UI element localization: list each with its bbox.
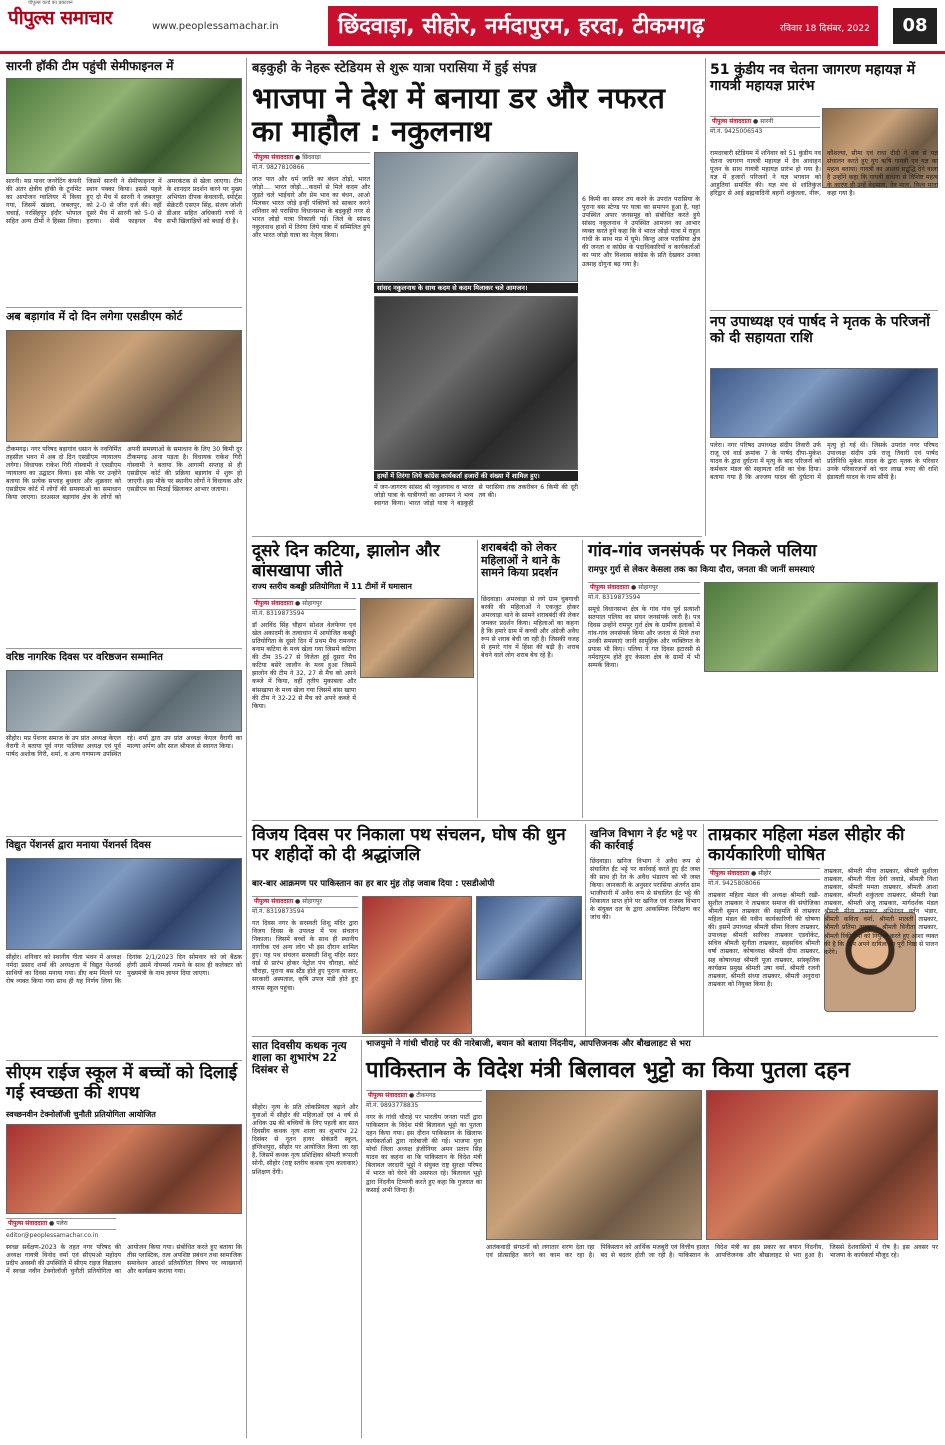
kabaddi-mobile: मो.नं. 8319873594 [252, 610, 305, 617]
senior-citizen-photo [6, 670, 242, 732]
bhutto-article-text-2: आतंकवादी संगठनों को लगातार शरण देता रहा एवं प्रोत्साहित करने का काम कर रहा है। पिकिस्तान को आर्थिक मजबूरी एवं वित्तीय हालत बद से बदतर होती जा रही है। पाकिस्तान के विदेश मंत्री का इस प्रकार का बयान निंदनीय, आपत्तिजनक और बौखलाहट से भरा हुआ है। जिससे देशवासियों में रोष है। इस अवसर पर भाजपा के कार्यकर्ता मौजूद रहे। [486, 1244, 938, 1260]
divider [252, 536, 702, 537]
kabaddi-match-photo [360, 598, 474, 678]
vijay-diwas-photo-2 [476, 896, 582, 980]
bhutto-kicker: भाजयुमो ने गांधी चौराहे पर की नारेबाजी, बयान को बताया निंदनीय, आपत्तिजनक और बौखलाहट से भरा [366, 1039, 691, 1049]
byline-place: सीहोर [758, 870, 772, 877]
kabaddi-article-text: डॉ अरविंद सिंह चौहान सोशल वेलफेयर एवं खेल अकादमी के तत्वाधान में आयोजित कबड्डी प्रतियोगिता के दूसरे दिन में प्रथम मैच रामनगर बनाम कटिया के मध्य खेला गया जिसमें कटिया की टीम 35-27 से विजेता हुई दूसरा मैच कटिया बसेरे जालौन के मध्य हुआ जिसमें झालोन की टीम ने 32, 27 से मैच को अपने कब्जे में किया, वहीं तृतीय मुकाबला और बांसखापा के मध्य खेला गया जिसमें बांस खापा की टीम ने 32-22 से मैच को अपने कब्जे में किया। [252, 622, 356, 710]
liquor-article-text: छिंदवाड़ा। अमरवाड़ा से लगे ग्राम चुबगाची बरकी की महिलाओं ने एकजुट होकर अमरवाड़ा थाने के सामने शराबबंदी की लेकर जमकर प्रदर्शन किया। महिलाओं का कहना है कि हमारे ग्राम में कच्ची और अंग्रेजी अवैध रूप से शराब बेची जा रही है। जिसकी वजह से हमारे गांव में हिंसा की बढ़ी है। शराब बेचने वाले लोग शराब बेच रहे हैं। [481, 596, 579, 660]
lead-mobile: मो.नं. 9827810866 [252, 164, 305, 171]
issue-date: रविवार 18 दिसंबर, 2022 [780, 24, 870, 34]
bhutto-effigy-photo-1 [486, 1090, 702, 1240]
byline-author: पीपुल्स संवाददाता [712, 118, 752, 125]
byline-place: छिंदवाड़ा [302, 154, 321, 161]
lead-article-text-3: में जन-जागरण सांसद श्री नकुलनाथ व भारत जोड़ो यात्रा के यात्रीगणों का आगमन ने भव्य स्वागत किया। भारत जोड़ो यात्रा ने बड़कुही से परासिया तक तकरीबन 6 किमी की दूरी तय की। [374, 484, 578, 508]
byline-place: टीकमगढ़ [416, 1092, 436, 1099]
yagya-byline: पीपुल्स संवाददाता ● सारनी [710, 116, 820, 128]
byline-author: पीपुल्स संवाददाता [254, 154, 294, 161]
cmrise-email[interactable]: editor@peoplessamachar.co.in [6, 1232, 99, 1239]
newspaper-logo: पीपुल्स समाचार [8, 7, 113, 29]
cmrise-school-photo [6, 1124, 242, 1214]
pensioner-photo [6, 858, 242, 950]
palia-byline: पीपुल्स संवाददाता ● सोहागपुर [588, 582, 700, 594]
palia-campaign-photo [704, 582, 938, 672]
column-divider [705, 58, 706, 536]
lead-article-text-1: जात पात और धर्म जाति का बंधन तोड़ो, भारत जोड़ो.... भारत जोड़ो....कदमों से मिले कदम और जुड़ते चले भाईचारे और प्रेम भाव का बंधन, आओ मिलकर भारत जोड़े इन्हीं पंक्तियों को साकार करने शनिवार को परासिया विधानसभा के बड़कुही नगर से भारत जोड़ो यात्रा निकाली गई। जिले के सांसद नकुलनाथ हाथों में तिरंगा लिये यात्रा में सम्मिलित हुये और भारत जोड़ो यात्रा का नेतृत्व किया। [252, 176, 370, 240]
vijay-article-text: गत दिवस नगर के सरस्वती शिशु मंदिर द्वारा विजय दिवस के उपलक्ष में पथ संचलन निकाला। जिसमें बच्चों के साथ ही स्थानीय नागरिक एवं अन्य लोग भी इस दौरान शामिल हुए। यह पथ संचलन सरस्वती शिशु मंदिर सदर वार्ड से प्रारंभ होकर पेट्रोल पंप चौराहा, कोर्ट चौराहा, पुराना बस स्टैंड होते हुए पुराना बाजार, सरकारी अस्पताल, कृषि उपज मंडी होते हुए वापस स्कूल पहुंचा। [252, 920, 358, 992]
lead-kicker: बड़कुही के नेहरू स्टेडियम से शुरू यात्रा परासिया में हुई संपन्न [252, 61, 537, 76]
tamrakar-mobile: मो.नं. 9425808066 [708, 880, 761, 887]
lead-photo-crowd-caption: हाथों में तिरंगा लिये कांग्रेस कार्यकर्ता हजारों की संख्या में शामिल हुए। [374, 471, 578, 481]
yagya-article-text: रामदरबारी स्टेडियम में शनिवार को 51 कुंडीय नव चेतना जागरण गायत्री महायज्ञ में देव आवाहन पूजन के साथ गायत्री महायज्ञ प्रारंभ हो गया है। यज्ञ में हजारों परिजनों ने यज्ञ भगवान को आहुतियां समर्पित की। यज्ञ मंच से शांतिकुंज हरिद्वार से आई ब्रह्मवादिनी बहनों शकुंतला, नीरू, कौशल्या, सीमा एवं राधा दीदी ने मंच से यज्ञ संचालन करते हुए युग ऋषि गायत्री एवं यज्ञ का महत्व बताया। गायत्री का आशय सद्बुद्धि देने वाला है उन्होंने कहा कि गायत्री साधना से विशिष्ट महत्व के कारण ही उन्हें वेदमाता, देव माता, विश्व माता कहा गया है। [710, 150, 938, 198]
logo-tagline: पीपुल्स वर्ल्ड का प्रकाशन [28, 0, 73, 6]
tamrakar-byline: पीपुल्स संवाददाता ● सीहोर [708, 868, 820, 880]
sdm-article-text: टीकमगढ़। नगर परिषद बड़ागांव धसान के नवनिर्मित तहसील भवन में अब दो दिन एसडीएम न्यायालय लगेगा। विधायक राकेश गिरी गोस्वामी ने एसडीएम न्यायालय का उद्घाटन किया। इस मौके पर उन्होंने बताया कि प्रत्येक सप्ताह बुधवार और शुक्रवार को एसडीएम कोर्ट में लोगों की समस्याओं का समाधान किया जाएगा। दरअसल बड़ागांव क्षेत्र के लोगों को अपनी समस्याओं के समाधान के लिए 30 किमी दूर टीकमगढ़ आना पड़ता है। विधायक राकेश गिरी गोस्वामी ने बताया कि आगामी सप्ताह से ही एसडीएम कोर्ट की प्रक्रिया बड़ागांव में शुरू हो जाएगी। इस मौके पर स्थानीय लोगों ने विधायक और एसडीएम का मिठाई खिलाकर आभार जताया। [6, 446, 242, 502]
byline-place: पलेरा [56, 1220, 68, 1227]
cmrise-headline: सीएम राईज स्कूल में बच्चों को दिलाई गई स्वच्छता की शपथ [6, 1063, 238, 1103]
lead-photo-rally [374, 152, 578, 282]
hockey-headline: सारनी हॉकी टीम पहुंची सेमीफाइनल में [6, 59, 174, 73]
page-number: 08 [893, 8, 937, 44]
kabaddi-byline: पीपुल्स संवाददाता ● सोहागपुर [252, 598, 356, 610]
relief-article-text: पलेरा। नगर परिषद उपाध्यक्ष संदीप तिवारी उर्फ राजू एवं वार्ड क्रमांक 7 के पार्षद दीपा-मुकेश यादव के द्वारा दुर्घटना में मृत्यु के बाद परिजनों को कर्मकार मंडल की सहायता राशि का चेक दिया। बताया गया है कि अज्जय यादव की दुर्घटना में मृत्यु हो गई थी। जिसके उपरांत नगर परिषद उपाध्यक्ष संदीप उर्फ राजू तिवारी एवं पार्षद प्रतिनिधि मुकेश यादव के द्वारा मृतक के परिवार उनके परिवारजनों को चार लाख रुपए की राशि इंडायली यादव के नाम सौंपी है। [710, 442, 938, 482]
sdm-court-photo [6, 330, 242, 442]
byline-place: सोहागपुर [638, 584, 658, 591]
senior-citizen-headline: वरिष्ठ नागरिक दिवस पर वरिष्ठजन सम्मानित [6, 652, 163, 663]
cmrise-subhead: स्वच्छनवीन टेक्नोलॉजी चुनौती प्रतियोगिता आयोजित [6, 1110, 156, 1119]
byline-place: सारनी [760, 118, 774, 125]
lead-photo-crowd [374, 296, 578, 470]
pensioner-headline: विद्युत पेंशनर्स द्वारा मनाया पेंशनर्स दिवस [6, 840, 151, 851]
kabaddi-subhead: राज्य स्तरीय कबड्डी प्रतियोगिता में 11 टीमों में घमासान [252, 582, 412, 591]
khanij-headline: खनिज विभाग ने ईंट भट्टे पर की कार्रवाई [590, 828, 697, 853]
divider [6, 836, 242, 837]
divider [6, 648, 242, 649]
vijay-mobile: मो.नं. 8319873594 [252, 908, 305, 915]
bhutto-mobile: मो.नं. 9893778835 [366, 1102, 419, 1109]
divider [6, 1060, 242, 1061]
senior-article-text: सीहोर। मप्र पेंशनर समाज के उप प्रांत अध्यक्ष केएल वैरागी ने बताया पूर्व नगर पालिका अध्यक्ष एवं पूर्व पार्षद अशोक गिरी, शर्मा, व अन्य गणमान्य उपस्थित रहे। शर्मा द्वारा उप प्रांत अध्यक्ष केएल वैरागी का माल्या अर्पण और साल श्रीफल से स्वागत किया। [6, 735, 242, 759]
divider [252, 820, 938, 821]
byline-author: पीपुल्स संवाददाता [254, 600, 294, 607]
tamrakar-article-text-2: ताम्रकार, श्रीमती मीना ताम्रकार, श्रीमती सुशीला ताम्रकार, श्रीमती गीता देवी जवाडे, श्रीमती निशा ताम्रकार, श्रीमती ममता ताम्रकार, श्रीमती आशा ताम्रकार, श्रीमती शकुंतला ताम्रकार, श्रीमती रेखा ताम्रकार, श्रीमती अंजू ताम्रकार, मार्गदर्शक मंडल श्रीमती मीना ताम्रकार अभिनंदन वर्तन भंडार, श्रीमती कविता वर्मा, श्रीमती मालती ताम्रकार, श्रीमती प्रतिमा ताम्रकार, श्रीमती विनीता ताम्रकार, श्रीमती रिंकी वर्मा को नियुक्त करते हुए आशा व्यक्त की है कि आप अपने दायित्व का पूरी निष्ठा से पालन करेंगे। [824, 868, 938, 956]
yagya-mobile: मो.नं. 9425006543 [710, 128, 763, 135]
cmrise-byline: पीपुल्स संवाददाता ● पलेरा [6, 1218, 116, 1230]
divider [710, 310, 938, 311]
kabaddi-headline: दूसरे दिन कटिया, झालोन और बांसखापा जीते [252, 541, 440, 581]
palia-article-text: समूचे विधानसभा क्षेत्र के गांव गांव पूर्व प्रत्याशी सतपाल पलिया का सघन जनसंपर्क जारी है। पत्र दिवस उन्होंने रामपुर गुर्रा क्षेत्र के ग्रामीण इलाकों में गांव-गांव जनसंपर्क किया और जनता से मिले तथा उनकी समस्याएं जानी सामूहिक और व्यक्तिगत के प्रयास भी किए। पलिया ने गत दिवस इटारसी से नर्मदापुरम होते हुए केसला क्षेत्र के ग्रामों में भी सम्पर्क किया। [588, 606, 700, 670]
tamrakar-article-text: ताम्रकार महिला मंडल की अध्यक्ष श्रीमती रखी-सुशील ताम्रकार ने ताम्रकार समाज की संयोजिका श्रीमती सुमन ताम्रकार की सहमति से ताम्रकार महिला मंडल की नवीन कार्यकारिणी की घोषणा की। इसमें उपाध्यक्ष श्रीमती सीमा विजय ताम्रकार, उपाध्यक्ष श्रीमती सारिका ताम्रकार एडवोकेट, सचिव श्रीमती सुनीता ताम्रकार, सहसचिव श्रीमती वर्षा ताम्रकार, कोषाध्यक्ष श्रीमती दीपा ताम्रकार, सह कोषाध्यक्ष श्रीमती पूजा ताम्रकार, सांस्कृतिक कार्यक्रम प्रमुख श्रीमती उषा वर्मा, श्रीमती रजनी ताम्रकार, श्रीमती संध्या ताम्रकार, श्रीमती अनुराधा ताम्रकार को नियुक्त किया है। [708, 892, 820, 988]
palia-mobile: मो.नं. 8319873594 [588, 594, 641, 601]
relief-cheque-photo [710, 368, 938, 438]
relief-headline: नप उपाध्यक्ष एवं पार्षद ने मृतक के परिजनों को दी सहायता राशि [710, 314, 930, 347]
lead-headline: भाजपा ने देश में बनाया डर और नफरत का माहौल : नकुलनाथ [252, 81, 665, 149]
bhutto-effigy-photo-2 [706, 1090, 938, 1240]
pensioner-article-text: सीहोर। शनिवार को स्थानीय गीता भवन में अध्यक्ष नर्मदा प्रसाद शर्मा की अध्यक्षता में विद्युत पेंशनर्स साथियों का दिवस मनाया गया। डीए कम मिलने पर रोष व्यक्त किया गया साथ ही यह निर्णय लिया कि दिनांक 2/1/2023 दिन सोमवार को जो बैठक होगी उसमें नोयमर्स नामने के साथ ही कलेक्टर को मुख्यमंत्री के नाम ज्ञापन दिया जाएगा। [6, 954, 242, 986]
column-divider [361, 1040, 362, 1438]
vijay-byline: पीपुल्स संवाददाता ● सोहागपुर [252, 896, 358, 908]
palia-article-text-cont [704, 676, 938, 816]
byline-author: पीपुल्स संवाददाता [590, 584, 630, 591]
hockey-article-text: सारनी। मप्र पावर जनरेटिंग कंपनी की अंतर क्षेत्रीय हॉकी के टूर्नामेंट का आयोजन ग्वालियर में किया गया, जिसमें खंडवा, जबलपुर, चचाई, नरसिंहपुर इंदौर भोपाल सहित अन्य टीमों ने हिस्सा लिया। जिसमें सारनी ने सेमीफाइनल में स्थान पक्का किया। इससे पहले हुए दो मैच में सारनी ने जबलपुर को 2-0 से जीत दर्ज की। वहीं दूसरे मैच में सारनी को 5-0 से हराया। सेमी फाइनल मैच अमरकंटक से खेला जाएगा। टीम के शानदार प्रदर्शन करने पर मुख्य अभियंता दीपक केवलानी, स्पोर्ट्स सेक्रेटरी एसएन सिंह, संजय जोशी डीआर सहित अधिकारी गणों ने सभी खिलाड़ियों को बधाई दी है। [6, 178, 242, 226]
yagya-headline: 51 कुंडीय नव चेतना जागरण महायज्ञ में गायत्री महायज्ञ प्रारंभ [710, 62, 916, 95]
column-divider [585, 824, 586, 1036]
khanij-article-text: छिंदवाड़ा। खनिज विभाग ने अवैध रूप से संचालित ईंट भट्टे पर कार्रवाई करते हुए ईंट जब्त की साथ ही रेत के अवैध भंडारण को भी जब्त किया। जानकारी के अनुसार परासिया अंतर्गत ग्राम भाजीपानी में अवैध रूप से संचालित ईंट भट्टे की शिकायत प्राप्त होने पर खनिज एवं राजस्व विभाग के संयुक्त दल के द्वारा आकस्मिक निरीक्षण कर जांच की। [590, 858, 700, 922]
byline-place: सोहागपुर [302, 898, 322, 905]
column-divider [703, 824, 704, 1036]
cmrise-article-text: स्वच्छ सर्वेक्षण-2023 के तहत नगर परिषद की अध्यक्ष गायत्री विनोद वर्मा एवं सीएमओ महोदय प्रदीप अवस्थी की उपस्थिति में सीएम राइज विद्यालय में स्वच्छ नवीन टेक्नोलॉजी चुनौती प्रतियोगिता का आयोजन किया गया। संबोधित करते हुए बताया कि तीस प्लास्टिक, तत्व अपशिष्ट प्रबंधन तथा सामाजिक समावेशन आदर्श प्रतियोगिता विषय पर व्याख्यानों और कार्यक्रम कराया गया। [6, 1244, 242, 1276]
divider [252, 1036, 938, 1037]
byline-author: पीपुल्स संवाददाता [8, 1220, 48, 1227]
column-divider [582, 540, 583, 818]
lead-article-text-2: 6 किमी का सफर तय करने के उपरांत परासिया के पुराना बस स्टेण्ड पर यात्रा का समापन हुआ है, यहां उपस्थित अपार जनसमूह को संबोधित करते हुये सांसद नकुलनाथ ने उपस्थित आमजन का आभार व्यक्त करते हुये कहा कि वे भारत जोड़ो यात्रा में राहुल गांधी के साथ मप्र में घूमे। किन्तु आज परासिया क्षेत्र की जनता व कांग्रेस के पदाधिकारियों व कार्यकर्ताओं का प्यार और विश्वास कांग्रेस के प्रति देखकर उनका उत्साह दोगुना बढ़ गया है। [582, 196, 700, 268]
column-divider [246, 58, 247, 1438]
bhutto-headline: पाकिस्तान के विदेश मंत्री बिलावल भुट्टो का किया पुतला दहन [366, 1058, 851, 1083]
tamrakar-headline: ताम्रकार महिला मंडल सीहोर की कार्यकारिणी घोषित [708, 825, 905, 865]
kathak-article-text: सीहोर। नृत्य के प्रति लोकप्रियता बढ़ाने और युवाओं में सीहोर की महिलाओं एवं 4 वर्ष से अधिक उम्र की बच्चियों के लिए पहली बार सात दिवसीय कथक नृत्य शाला का शुभारंभ 22 दिसंबर से नूतन हायर सेकंडरी स्कूल, इंग्लिशपुरा, सीहोर पर आयोजित किया जा रहा है, जिसमें कथक नृत्य प्रशिक्षिका श्रीमती रूपाली सोनी, सीहोर (राष्ट्र स्तरीय कथक नृत्य कलाकार) प्रशिक्षण देंगी। [252, 1104, 358, 1176]
lead-photo-rally-caption: सांसद नकुलनाथ के साथ कदम से कदम मिलाकर चले आमजन। [374, 283, 578, 293]
bhutto-article-text: नगर के गांधी चौराहे पर भारतीय जनता पार्टी द्वारा पाकिस्तान के विदेश मंत्री बिलावल भुट्टो का पुतला दहन किया गया। इस दौरान पाकिस्तान के खिलाफ कार्यकर्ताओं द्वारा नारेबाजी की गई। भाजपा युवा मोर्चा जिला अध्यक्ष इंजीनियर अमन प्रताप सिंह यादव का कहना था कि पाकिस्तान के विदेश मंत्री बिलावल जरदारी भुट्टो ने संयुक्त राष्ट्र सुरक्षा परिषद में भारत को घेरने की असफल रहे। बिलावल भुट्टो द्वारा निंदनीय टिप्पणी करते हुए कहा कि गुजरात का कसाई अभी जिन्दा है। [366, 1114, 482, 1194]
divider [6, 307, 242, 308]
bhutto-byline: पीपुल्स संवाददाता ● टीकमगढ़ [366, 1090, 482, 1102]
kabaddi-article-text-cont [360, 682, 474, 816]
palia-subhead: रामपुर गुर्रा से लेकर केसला तक का किया दौरा, जनता की जानीं समस्याएं [588, 565, 815, 575]
kathak-headline: सात दिवसीय कथक नृत्य शाला का शुभारंभ 22 दिसंबर से [252, 1040, 347, 1077]
vijay-diwas-subhead: बार-बार आक्रमण पर पाकिस्तान का हर बार मुंह तोड़ जवाब दिया : एसडीओपी [252, 879, 495, 889]
vijay-diwas-headline: विजय दिवस पर निकाला पथ संचलन, घोष की धुन पर शहीदों को दी श्रद्धांजलि [252, 825, 566, 865]
website-url[interactable]: www.peoplessamachar.in [152, 21, 279, 32]
hockey-team-photo [6, 78, 242, 174]
vijay-diwas-photo-1 [362, 896, 472, 1034]
edition-cities-banner: छिंदवाड़ा, सीहोर, नर्मदापुरम, हरदा, टीकमगढ़ [328, 6, 878, 46]
byline-author: पीपुल्स संवाददाता [254, 898, 294, 905]
liquor-protest-headline: शराबबंदी को लेकर महिलाओं ने थाने के सामने किया प्रदर्शन [481, 541, 560, 580]
column-divider [477, 540, 478, 818]
vijay-article-text-cont [476, 984, 582, 1034]
byline-author: पीपुल्स संवाददाता [710, 870, 750, 877]
lead-byline: पीपुल्स संवाददाता ● छिंदवाड़ा [252, 152, 370, 164]
sdm-court-headline: अब बड़ागांव में दो दिन लगेगा एसडीएम कोर्ट [6, 310, 183, 323]
palia-headline: गांव-गांव जनसंपर्क पर निकले पलिया [588, 541, 817, 561]
byline-place: सोहागपुर [302, 600, 322, 607]
byline-author: पीपुल्स संवाददाता [368, 1092, 408, 1099]
